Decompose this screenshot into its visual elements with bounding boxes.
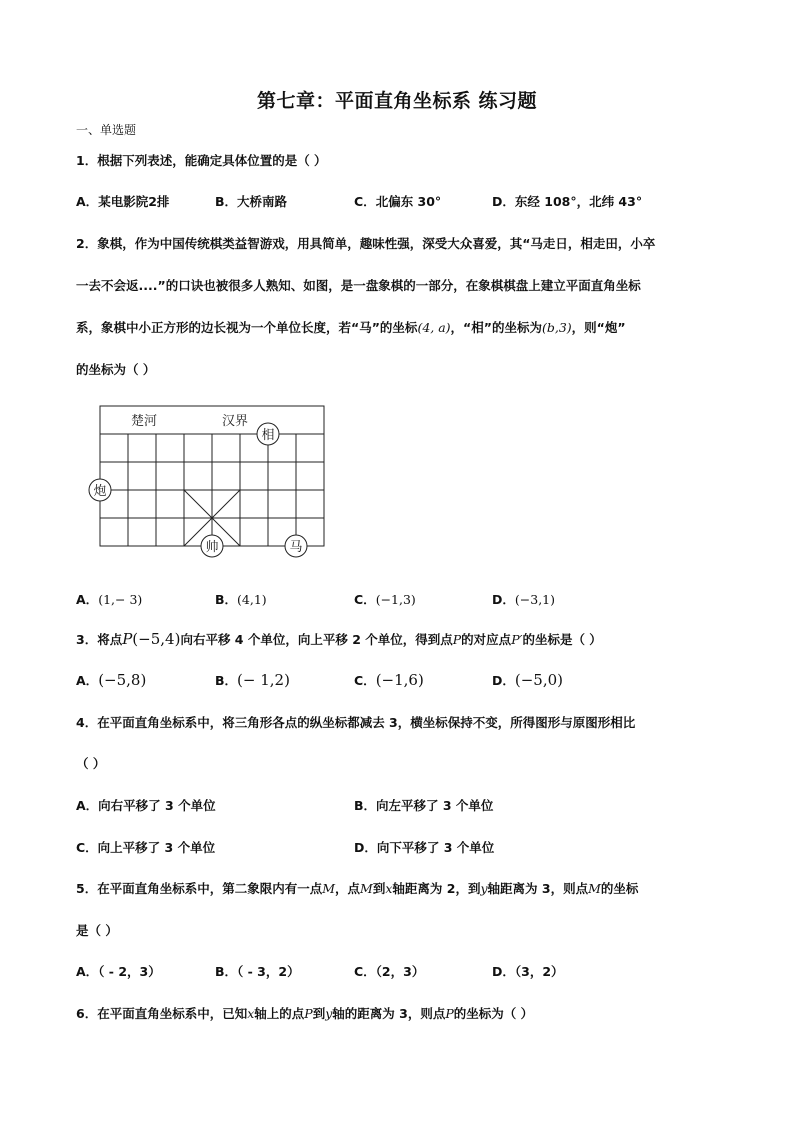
question-5-line-1: 5．在平面直角坐标系中，第二象限内有一点M，点M到x轴距离为 2，到y轴距离为 3，则点M的坐标 [76, 881, 639, 896]
q4-option-a: A．向右平移了 3 个单位 [76, 798, 216, 813]
question-6-stem: 6．在平面直角坐标系中，已知x轴上的点P到y轴的距离为 3，则点P的坐标为（ ） [76, 1006, 534, 1021]
pao-piece [89, 479, 111, 501]
q3-option-a: A．(−5,8) [76, 671, 147, 689]
q4-option-c: C．向上平移了 3 个单位 [76, 840, 216, 855]
q4-option-d: D．向下平移了 3 个单位 [354, 840, 495, 855]
question-3-stem: 3．将点P(−5,4)向右平移 4 个单位，向上平移 2 个单位，得到点P的对应点P′的坐标是（ ） [76, 630, 602, 648]
svg-text:相: 相 [261, 428, 275, 443]
q3-option-c: C．(−1,6) [354, 671, 424, 689]
q5-option-a: A．（ - 2，3） [76, 964, 161, 979]
q1-option-d: D．东经 108°，北纬 43° [492, 194, 643, 209]
q1-option-a: A．某电影院2排 [76, 194, 170, 209]
q5-option-c: C．（2，3） [354, 964, 425, 979]
ma-coordinate: (4, a) [417, 320, 451, 335]
q1-option-b: B．大桥南路 [215, 194, 288, 209]
q1-option-c: C．北偏东 30° [354, 194, 442, 209]
svg-text:炮: 炮 [93, 484, 107, 499]
question-5-line-2: 是（ ） [76, 923, 118, 938]
hanjie-label: 汉界 [221, 414, 249, 429]
q3-option-d: D．(−5,0) [492, 671, 564, 689]
section-heading: 一、单选题 [76, 123, 137, 137]
q5-option-d: D．（3，2） [492, 964, 564, 979]
xiang-coordinate: (b,3) [541, 320, 572, 335]
page-title: 第七章：平面直角坐标系 练习题 [256, 90, 538, 112]
svg-text:马: 马 [289, 540, 303, 555]
xiang-piece [257, 423, 279, 445]
q2-option-c: C．(−1,3) [354, 592, 416, 607]
q3-option-b: B．(− 1,2) [215, 671, 290, 689]
question-4-line-1: 4．在平面直角坐标系中，将三角形各点的纵坐标都减去 3，横坐标保持不变，所得图形与原图形相比 [76, 715, 636, 730]
ma-piece [285, 535, 307, 557]
chess-board-figure [80, 396, 330, 558]
question-2-line-1: 2．象棋，作为中国传统棋类益智游戏，用具简单，趣味性强，深受大众喜爱，其“马走日，相走田，小卒 [76, 236, 656, 251]
question-2-line-3: 系，象棋中小正方形的边长视为一个单位长度，若“马”的坐标(4, a)，“相”的坐标为(b,3)，则“炮” [76, 320, 626, 335]
shuai-piece [201, 535, 223, 557]
q4-option-b: B．向左平移了 3 个单位 [354, 798, 494, 813]
chuhe-label: 楚河 [130, 414, 158, 429]
q2-option-b: B．(4,1) [215, 592, 267, 607]
q5-option-b: B．（ - 3，2） [215, 964, 300, 979]
svg-text:帅: 帅 [205, 540, 219, 555]
question-4-line-2: （ ） [76, 756, 106, 771]
q2-option-d: D．(−3,1) [492, 592, 555, 607]
question-2-line-2: 一去不会返....”的口诀也被很多人熟知、如图，是一盘象棋的一部分，在象棋棋盘上建立平面直角坐标 [76, 278, 641, 293]
q2-option-a: A．(1,− 3) [76, 592, 143, 607]
question-1-stem: 1．根据下列表述，能确定具体位置的是（ ） [76, 153, 327, 168]
question-2-line-4: 的坐标为（ ） [76, 362, 156, 377]
